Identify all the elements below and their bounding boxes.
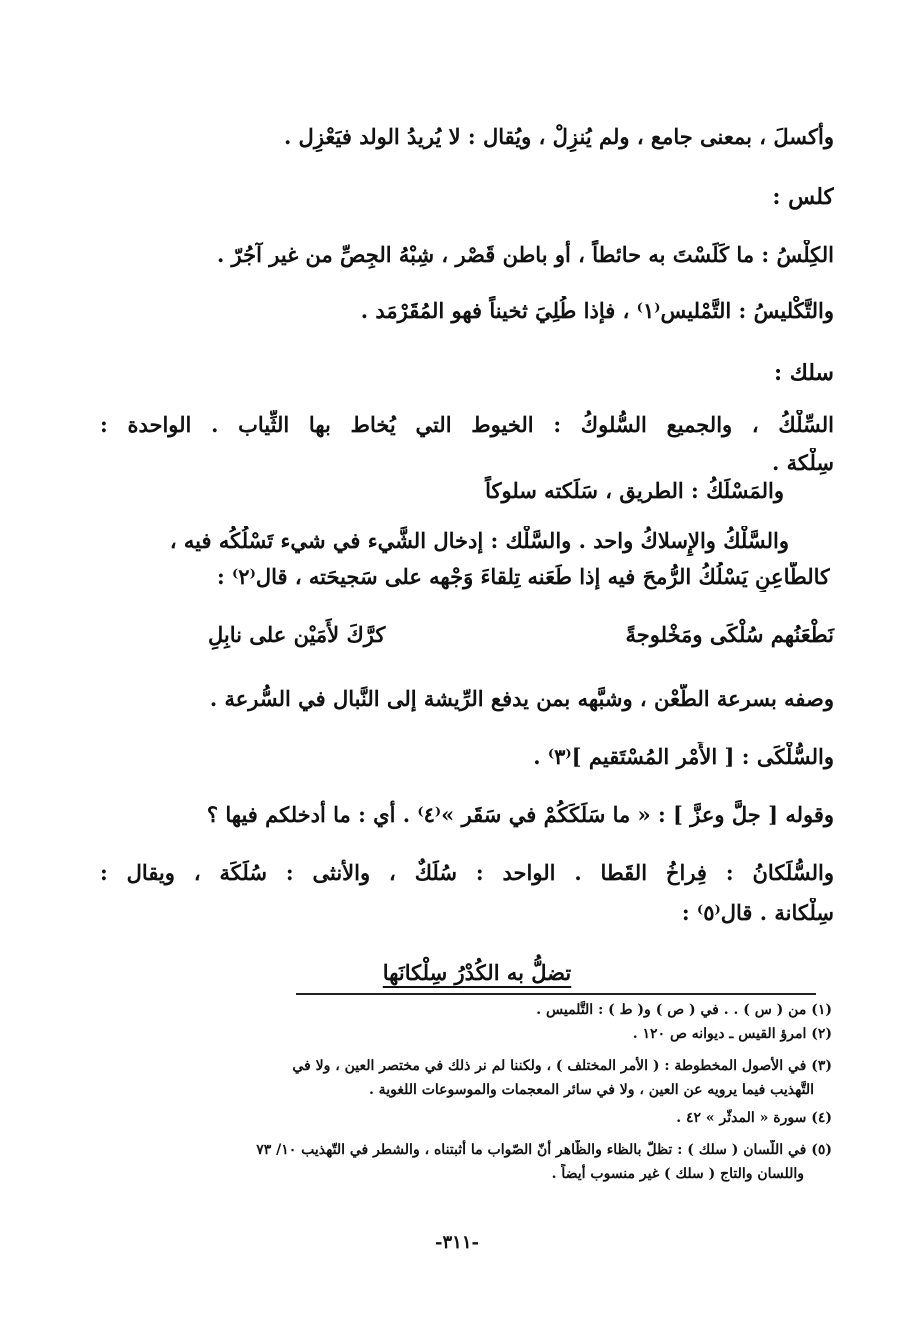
footnote-1: (١) من ( س ) . . في ( ص ) و( ط ) : التَّلميس . bbox=[536, 1002, 832, 1018]
verse-first-hemistich: نَطْعَنُهم سُلْكَى ومَخْلوجةً bbox=[625, 622, 834, 647]
text-line-6: والمَسْلَكُ : الطريق ، سَلَكته سلوكاً bbox=[485, 478, 784, 503]
footnote-separator bbox=[296, 993, 816, 995]
footnote-3: (٣) في الأصول المخطوطة : ( الأمر المختلف ) ، ولكننا لم نر ذلك في مختصر العين ، ولا في bbox=[292, 1058, 832, 1074]
footnote-5: (٥) في اللّسان ( سلك ) : تظلّ بالظاء والظّاهر أنّ الصّواب ما أثبتناه ، والشطر في التّهذيب ١٠/ ٧٣ bbox=[256, 1142, 832, 1158]
text-line-13: سِلْكانة . قال⁽٥⁾ : bbox=[681, 900, 834, 925]
text-line-9: وصفه بسرعة الطَّعْن ، وشبَّهه بمن يدفع الرِّيشة إلى النَّبال في السُّرعة . bbox=[209, 686, 834, 711]
footnote-2: (٢) امرؤ القيس ـ ديوانه ص ١٢٠ . bbox=[632, 1026, 832, 1042]
footnote-5-continued: واللسان والتاج ( سلك ) غير منسوب أيضاً . bbox=[551, 1166, 804, 1182]
text-line-4: السِّلْكُ ، والجميع السُّلوكُ : الخيوط التي يُخاط بها الثِّياب . الواحدة : bbox=[100, 412, 834, 437]
entry-heading-kls: كلس : bbox=[772, 184, 834, 210]
page-number: -٣١١- bbox=[435, 1232, 479, 1253]
text-line-5: سِلْكة . bbox=[771, 450, 834, 475]
text-line-1: وأكسلَ ، بمعنى جامع ، ولم يُنزِلْ ، ويُقال : لا يُريدُ الولد فيَعْزِل . bbox=[283, 124, 834, 149]
text-line-10: والسُّلْكَى : [ الأَمْر المُسْتَقيم ]⁽٣⁾ . bbox=[533, 744, 834, 769]
quoted-hemistich-text: تضلُّ به الكُدْرُ سِلْكانَها bbox=[382, 960, 572, 985]
text-line-11: وقوله [ جلَّ وعزَّ ] : « ما سَلَكَكُمْ في سَقَر »⁽٤⁾ . أي : ما أدخلكم فيها ؟ bbox=[206, 802, 834, 827]
text-line-7: والسَّلْكُ والإِسلاكُ واحد . والسَّلْك : إدخال الشَّيء في شيء تَسْلُكُه فيه ، bbox=[169, 528, 789, 553]
footnote-4: (٤) سورة « المدثّر » ٤٢ . bbox=[676, 1110, 832, 1126]
verse-second-hemistich: كرَّكَ لأَمَيْن على نابِلِ bbox=[208, 622, 386, 647]
text-line-3: والتَّكْليسُ : التَّمْليس⁽١⁾ ، فإذا طُلِيَ ثخيناً فهو المُقَرْمَد . bbox=[360, 298, 834, 323]
text-line-2: الكِلْسُ : ما كَلَسْتَ به حائطاً ، أو باطن قَصْر ، شِبْهُ الجِصِّ من غير آجُرّ . bbox=[216, 242, 834, 267]
entry-heading-slk: سلك : bbox=[773, 360, 834, 386]
footnote-3-continued: التَّهذيب فيما يرويه عن العين ، ولا في سائر المعجمات والموسوعات اللغوية . bbox=[368, 1082, 814, 1098]
text-line-8: كالطَّاعِنِ يَسْلُكُ الرُّمحَ فيه إذا طَعَنه تِلقاءَ وَجْهه على سَجيحَته ، قال⁽٢⁾ : bbox=[216, 564, 830, 589]
quoted-hemistich bbox=[0, 958, 914, 988]
text-line-12: والسُّلَكانُ : فِراخُ القَطا . الواحد : سُلَكٌ ، والأنثى : سُلَكَة ، ويقال : bbox=[100, 860, 834, 885]
